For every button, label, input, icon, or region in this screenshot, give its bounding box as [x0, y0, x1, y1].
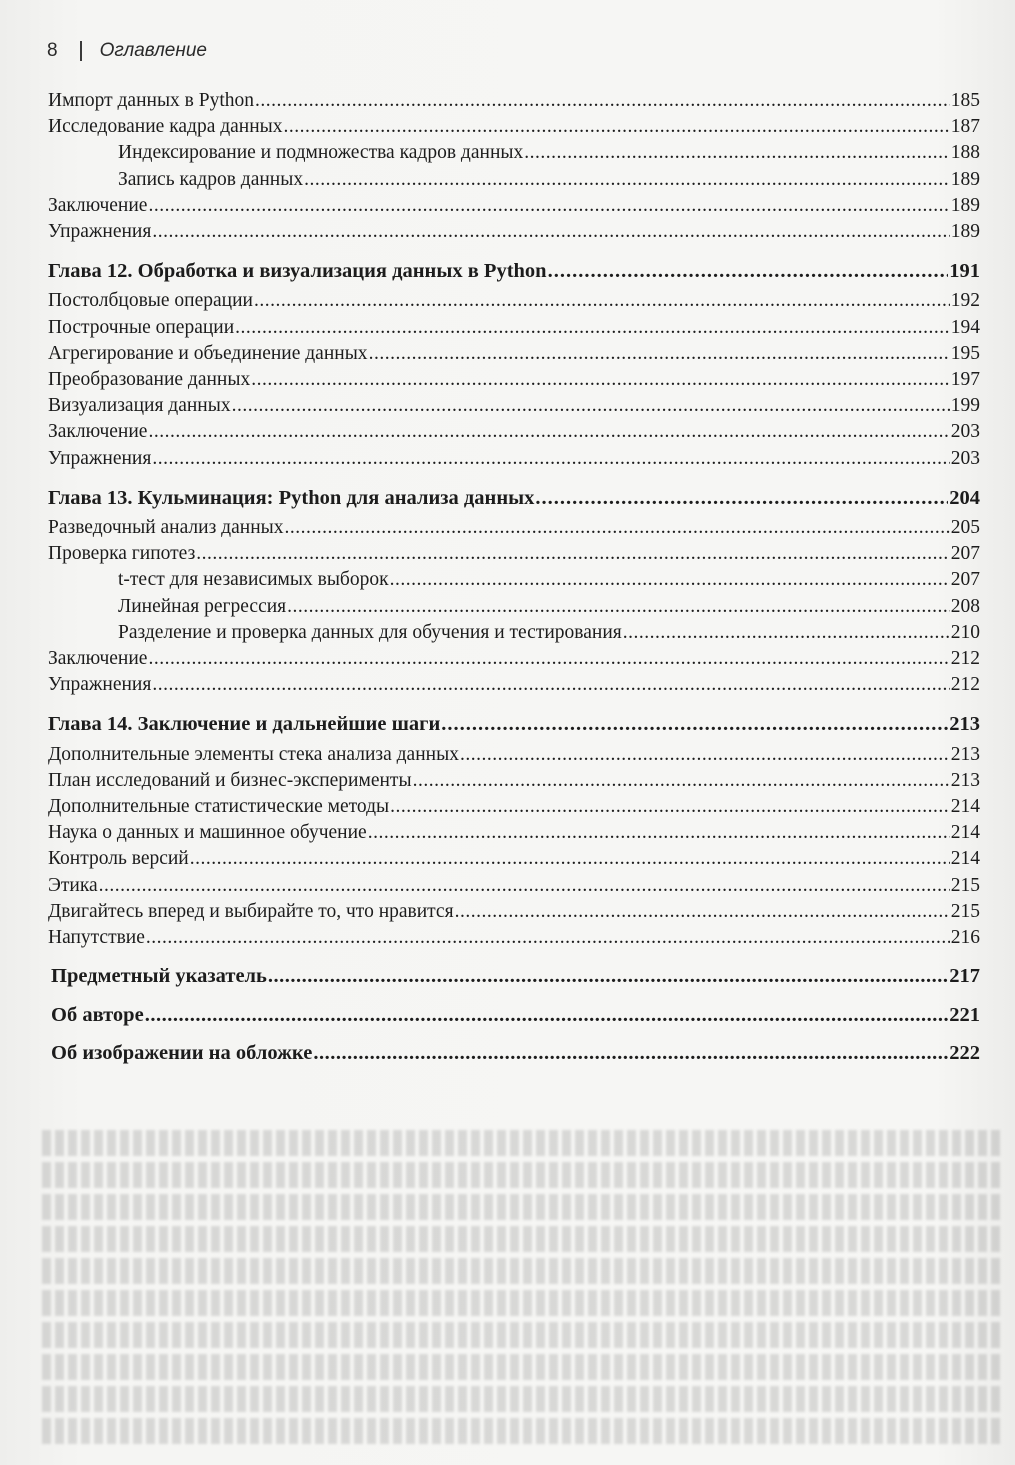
toc-page-number: 214: [950, 848, 980, 870]
toc-entry[interactable]: [48, 140, 980, 166]
toc-entry-title: Об авторе: [51, 1003, 144, 1026]
toc-page-number: 214: [950, 822, 980, 844]
toc-entry-title: Глава 13. Кульминация: Python для анализа данных: [48, 486, 535, 509]
toc-page-number: 208: [950, 595, 980, 617]
dot-leader: [623, 620, 950, 646]
toc-page-number: 189: [950, 168, 980, 190]
toc-entry-title: Постолбцовые операции: [48, 290, 253, 312]
running-head: [47, 40, 207, 62]
toc-entry[interactable]: [48, 219, 980, 245]
toc-entry[interactable]: [48, 899, 980, 925]
toc-part[interactable]: [48, 963, 980, 989]
toc-page-number: 185: [950, 90, 980, 111]
toc-page-number: 213: [950, 769, 980, 791]
toc-page-number: 214: [950, 796, 980, 818]
toc-entry-title: Проверка гипотез: [48, 543, 196, 565]
toc-page-number: 213: [949, 713, 980, 736]
dot-leader: [152, 672, 949, 698]
dot-leader: [368, 820, 950, 846]
toc-chapter[interactable]: [48, 485, 980, 511]
toc-entry[interactable]: [48, 925, 980, 951]
dot-leader: [524, 140, 950, 166]
toc-page-number: 212: [950, 674, 980, 696]
dot-leader: [455, 899, 950, 925]
dot-leader: [145, 1002, 949, 1028]
dot-leader: [251, 367, 950, 393]
dot-leader: [284, 114, 950, 140]
toc-entry[interactable]: [48, 768, 980, 794]
dot-leader: [232, 393, 950, 419]
toc-entry-title: Исследование кадра данных: [48, 116, 283, 138]
toc-page-number: 195: [950, 342, 980, 364]
toc-entry-title: Глава 12. Обработка и визуализация данных в Python: [48, 260, 547, 283]
toc-entry-title: Визуализация данных: [48, 395, 231, 417]
header-divider: [80, 41, 82, 61]
toc-page-number: 221: [949, 1003, 980, 1026]
toc-entry[interactable]: [48, 88, 980, 114]
dot-leader: [152, 219, 949, 245]
toc-entry-title: t-тест для независимых выборок: [118, 569, 389, 591]
dot-leader: [548, 258, 949, 284]
toc-entry-title: Глава 14. Заключение и дальнейшие шаги: [48, 713, 441, 736]
toc-entry-title: Линейная регрессия: [118, 595, 287, 617]
toc-entry[interactable]: [48, 341, 980, 367]
toc-entry-title: Упражнения: [48, 221, 152, 243]
table-of-contents: [48, 88, 980, 1071]
toc-page-number: 188: [950, 142, 980, 164]
toc-entry-title: Разведочный анализ данных: [48, 517, 284, 539]
toc-entry-title: Предметный указатель: [51, 965, 267, 988]
toc-entry-title: Напутствие: [48, 927, 145, 949]
toc-entry-title: Построчные операции: [48, 316, 235, 338]
dot-leader: [190, 846, 950, 872]
running-head-title: Оглавление: [99, 40, 207, 61]
toc-entry-title: Контроль версий: [48, 848, 189, 870]
dot-leader: [304, 167, 950, 193]
toc-entry[interactable]: [48, 646, 980, 672]
dot-leader: [369, 341, 950, 367]
toc-entry[interactable]: [48, 794, 980, 820]
toc-page-number: 215: [950, 874, 980, 896]
toc-entry-title: Разделение и проверка данных для обучения и тестирования: [118, 621, 622, 643]
toc-entry-title: Наука о данных и машинное обучение: [48, 822, 367, 844]
toc-entry-title: Дополнительные элементы стека анализа данных: [48, 743, 459, 765]
toc-entry-title: Упражнения: [48, 674, 152, 696]
toc-page-number: 213: [950, 743, 980, 765]
toc-entry[interactable]: [48, 193, 980, 219]
toc-entry[interactable]: [48, 515, 980, 541]
toc-entry-title: Двигайтесь вперед и выбирайте то, что нравится: [48, 900, 454, 922]
toc-page-number: 204: [949, 486, 980, 509]
toc-entry-title: План исследований и бизнес-эксперименты: [48, 769, 412, 791]
dot-leader: [413, 768, 950, 794]
toc-page-number: 191: [949, 260, 980, 283]
toc-page-number: 197: [950, 369, 980, 391]
toc-part[interactable]: [48, 1040, 980, 1066]
toc-page-number: 222: [949, 1041, 980, 1064]
toc-entry[interactable]: [48, 620, 980, 646]
toc-page-number: 192: [950, 290, 980, 312]
toc-entry[interactable]: [48, 288, 980, 314]
toc-page-number: 207: [950, 569, 980, 591]
toc-entry-title: Этика: [48, 874, 98, 896]
toc-entry[interactable]: [48, 315, 980, 341]
toc-entry[interactable]: [48, 446, 980, 472]
dot-leader: [441, 711, 948, 737]
dot-leader: [196, 541, 949, 567]
dot-leader: [268, 963, 948, 989]
dot-leader: [535, 485, 948, 511]
toc-page-number: 217: [949, 965, 980, 988]
toc-page-number: 216: [950, 927, 980, 949]
dot-leader: [255, 88, 950, 114]
dot-leader: [254, 288, 950, 314]
toc-page-number: 215: [950, 900, 980, 922]
toc-entry-title: Запись кадров данных: [118, 168, 304, 190]
toc-page-number: 203: [950, 447, 980, 469]
dot-leader: [99, 873, 950, 899]
toc-entry[interactable]: [48, 419, 980, 445]
toc-entry[interactable]: [48, 393, 980, 419]
toc-page-number: 212: [950, 648, 980, 670]
toc-entry[interactable]: [48, 567, 980, 593]
toc-entry-title: Заключение: [48, 648, 148, 670]
toc-page-number: 189: [950, 194, 980, 216]
toc-entry-title: Агрегирование и объединение данных: [48, 342, 368, 364]
dot-leader: [287, 594, 950, 620]
toc-entry[interactable]: [48, 367, 980, 393]
toc-entry[interactable]: [48, 820, 980, 846]
toc-page-number: 205: [950, 517, 980, 539]
toc-entry[interactable]: [48, 672, 980, 698]
toc-page-number: 199: [950, 395, 980, 417]
toc-entry-title: Заключение: [48, 194, 148, 216]
dot-leader: [148, 419, 949, 445]
dot-leader: [390, 567, 950, 593]
toc-page-number: 194: [950, 316, 980, 338]
toc-entry[interactable]: [48, 541, 980, 567]
toc-entry-title: Дополнительные статистические методы: [48, 796, 390, 818]
bleed-through-texture: [40, 1130, 1000, 1460]
dot-leader: [148, 646, 949, 672]
toc-entry[interactable]: [48, 846, 980, 872]
toc-entry[interactable]: [48, 167, 980, 193]
dot-leader: [148, 193, 949, 219]
toc-entry-title: Импорт данных в Python: [48, 90, 255, 111]
toc-entry-title: Преобразование данных: [48, 369, 251, 391]
dot-leader: [146, 925, 950, 951]
dot-leader: [235, 315, 950, 341]
toc-part[interactable]: [48, 1002, 980, 1028]
toc-entry-title: Заключение: [48, 421, 148, 443]
dot-leader: [284, 515, 949, 541]
toc-entry[interactable]: [48, 873, 980, 899]
toc-entry[interactable]: [48, 594, 980, 620]
page-number: 8: [47, 40, 58, 61]
toc-chapter[interactable]: [48, 711, 980, 737]
toc-page-number: 210: [950, 621, 980, 643]
toc-entry[interactable]: [48, 114, 980, 140]
dot-leader: [460, 742, 950, 768]
toc-page-number: 187: [950, 116, 980, 138]
toc-entry-title: Об изображении на обложке: [51, 1041, 313, 1064]
toc-entry-title: Упражнения: [48, 447, 152, 469]
dot-leader: [152, 446, 949, 472]
toc-page-number: 189: [950, 221, 980, 243]
toc-page-number: 207: [950, 543, 980, 565]
toc-entry-title: Индексирование и подмножества кадров данных: [118, 142, 524, 164]
toc-chapter[interactable]: [48, 258, 980, 284]
dot-leader: [390, 794, 950, 820]
toc-page-number: 203: [950, 421, 980, 443]
dot-leader: [313, 1040, 948, 1066]
toc-entry[interactable]: [48, 742, 980, 768]
